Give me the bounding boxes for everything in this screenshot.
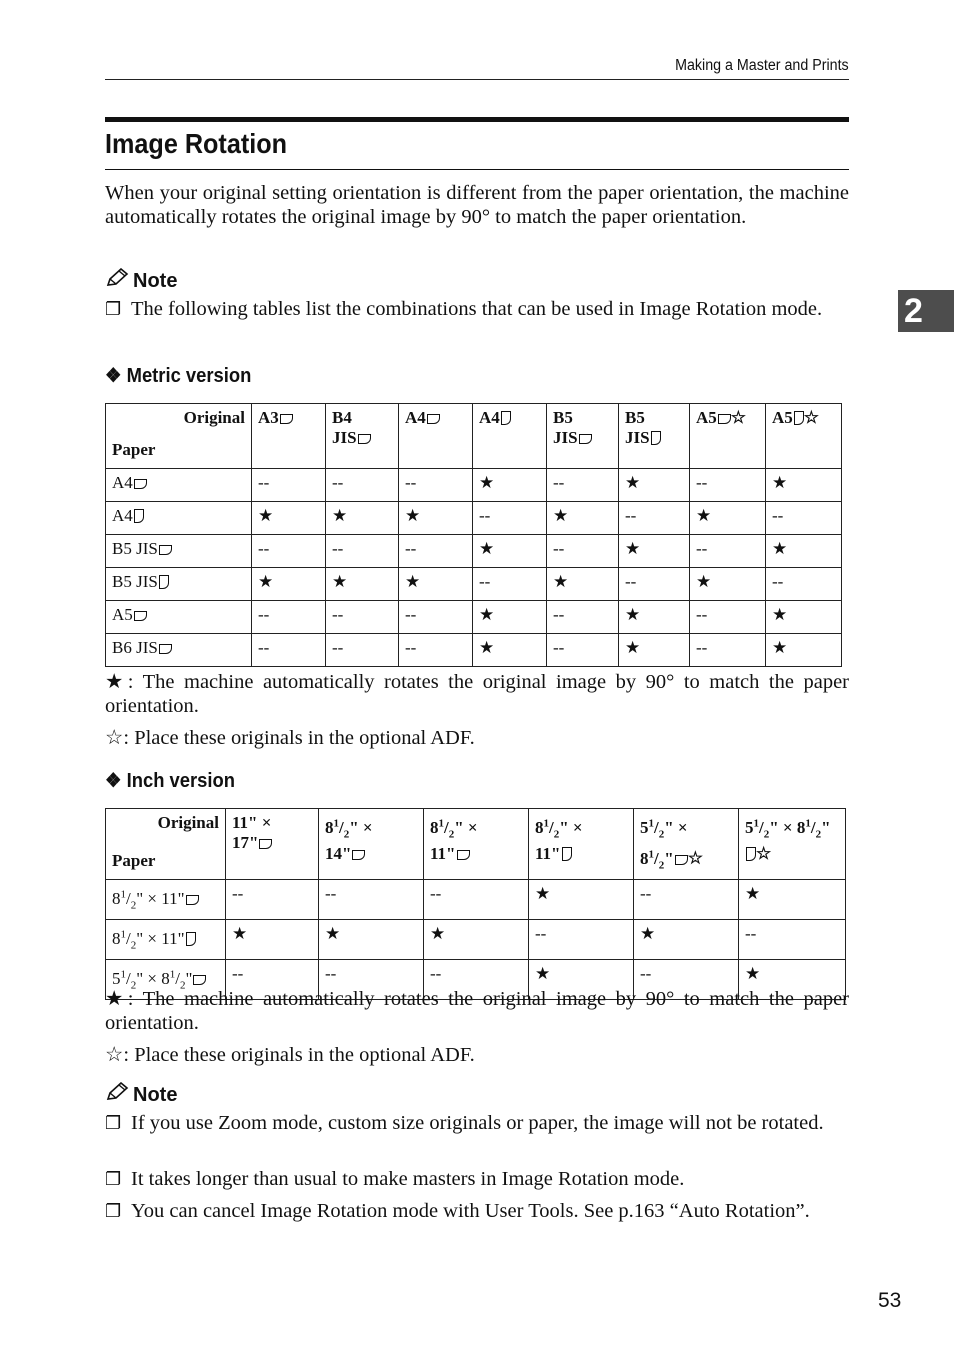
portrait-orientation-icon	[794, 411, 804, 425]
table-row	[106, 880, 846, 920]
not-applicable-cell: --	[690, 535, 766, 568]
column-header: B5 JIS	[547, 404, 619, 469]
table-row	[106, 535, 842, 568]
portrait-orientation-icon	[562, 847, 572, 861]
checkbox-bullet-icon: ❐	[105, 1201, 122, 1221]
corner-cell	[106, 404, 252, 469]
running-head: Making a Master and Prints	[675, 57, 849, 74]
checkbox-bullet-icon: ❐	[105, 1113, 122, 1133]
note-item	[105, 1111, 849, 1135]
column-header: A5 ☆	[766, 404, 842, 469]
rotation-supported-cell: ★	[619, 601, 690, 634]
rotation-supported-cell: ★	[619, 535, 690, 568]
rotation-supported-cell: ★	[326, 568, 399, 601]
column-header: $8^1/_2$" × 11"	[424, 809, 529, 880]
rotation-supported-cell: ★	[619, 469, 690, 502]
not-applicable-cell: --	[326, 601, 399, 634]
note-item-text: The following tables list the combinations that can be used in Image Rotation mode.	[131, 298, 823, 320]
not-applicable-cell: --	[319, 880, 424, 920]
not-applicable-cell: --	[424, 960, 529, 1000]
rotation-supported-cell: ★	[547, 502, 619, 535]
landscape-orientation-icon	[718, 414, 731, 424]
rotation-supported-cell: ★	[690, 568, 766, 601]
column-header: B5 JIS	[619, 404, 690, 469]
rotation-supported-cell: ★	[766, 601, 842, 634]
rotation-supported-cell: ★	[326, 502, 399, 535]
title-bar	[105, 117, 849, 122]
diamond-icon: ❖	[105, 365, 122, 387]
column-header: 11" × 17"	[226, 809, 319, 880]
checkbox-bullet-icon: ❐	[105, 1169, 122, 1189]
corner-cell	[106, 809, 226, 880]
column-header: $5^1/_2$" × $8^1/_2$" ☆	[739, 809, 846, 880]
column-header: $5^1/_2$" × $8^1/_2$" ☆	[634, 809, 739, 880]
not-applicable-cell: --	[619, 502, 690, 535]
portrait-orientation-icon	[746, 847, 756, 861]
rotation-supported-cell: ★	[739, 880, 846, 920]
column-header: B4 JIS	[326, 404, 399, 469]
page-title: Image Rotation	[105, 128, 288, 159]
note-label: Note	[133, 269, 178, 292]
note-heading-1	[105, 268, 177, 294]
portrait-orientation-icon	[159, 575, 169, 589]
row-label: A4	[106, 469, 252, 502]
rotation-supported-cell: ★	[690, 502, 766, 535]
metric-heading	[105, 363, 251, 388]
column-header: $8^1/_2$" × 14"	[319, 809, 424, 880]
table-row	[106, 568, 842, 601]
not-applicable-cell: --	[690, 469, 766, 502]
inch-table	[105, 808, 846, 1000]
title-rule	[105, 169, 849, 170]
row-label: $5^1/_2$" × $8^1/_2$"	[106, 960, 226, 1000]
not-applicable-cell: --	[529, 920, 634, 960]
metric-table	[105, 403, 842, 667]
not-applicable-cell: --	[619, 568, 690, 601]
inch-legend-star: ★: The machine automatically rotates the original image by 90° to match the paper orientation.	[105, 988, 849, 1034]
note-item-text: It takes longer than usual to make masters in Image Rotation mode.	[131, 1168, 685, 1190]
rotation-supported-cell: ★	[473, 535, 547, 568]
row-label: A4	[106, 502, 252, 535]
table-row	[106, 634, 842, 667]
metric-legend-adf: ☆: Place these originals in the optional ADF.	[105, 727, 475, 749]
landscape-orientation-icon	[134, 611, 147, 621]
inch-heading-text: Inch version	[126, 770, 236, 792]
landscape-orientation-icon	[134, 479, 147, 489]
not-applicable-cell: --	[252, 469, 326, 502]
chapter-tab: 2	[898, 290, 954, 332]
checkbox-bullet-icon: ❐	[105, 299, 122, 319]
not-applicable-cell: --	[766, 568, 842, 601]
note-heading-2	[105, 1082, 177, 1108]
not-applicable-cell: --	[547, 469, 619, 502]
rotation-supported-cell: ★	[529, 880, 634, 920]
rotation-supported-cell: ★	[766, 469, 842, 502]
row-label: $8^1/_2$" × 11"	[106, 920, 226, 960]
landscape-orientation-icon	[259, 839, 272, 849]
row-label: B6 JIS	[106, 634, 252, 667]
row-label: B5 JIS	[106, 568, 252, 601]
rotation-supported-cell: ★	[473, 601, 547, 634]
rotation-supported-cell: ★	[766, 535, 842, 568]
pencil-icon	[105, 268, 129, 294]
not-applicable-cell: --	[739, 920, 846, 960]
rotation-supported-cell: ★	[634, 920, 739, 960]
not-applicable-cell: --	[424, 880, 529, 920]
note-item-text: You can cancel Image Rotation mode with User Tools. See p.163 “Auto Rotation”.	[131, 1200, 810, 1222]
rotation-supported-cell: ★	[399, 568, 473, 601]
row-label: $8^1/_2$" × 11"	[106, 880, 226, 920]
metric-legend-star: ★: The machine automatically rotates the original image by 90° to match the paper orientation.	[105, 671, 849, 717]
corner-original-label: Original	[157, 813, 219, 832]
rotation-supported-cell: ★	[547, 568, 619, 601]
note-item	[105, 1167, 849, 1191]
table-row	[106, 601, 842, 634]
column-header: $8^1/_2$" × 11"	[529, 809, 634, 880]
not-applicable-cell: --	[547, 535, 619, 568]
rotation-supported-cell: ★	[319, 920, 424, 960]
not-applicable-cell: --	[252, 535, 326, 568]
row-label: A5	[106, 601, 252, 634]
not-applicable-cell: --	[399, 601, 473, 634]
landscape-orientation-icon	[675, 855, 688, 865]
landscape-orientation-icon	[280, 414, 293, 424]
table-row	[106, 920, 846, 960]
not-applicable-cell: --	[326, 634, 399, 667]
not-applicable-cell: --	[634, 960, 739, 1000]
table-row	[106, 469, 842, 502]
not-applicable-cell: --	[319, 960, 424, 1000]
rotation-supported-cell: ★	[252, 502, 326, 535]
portrait-orientation-icon	[186, 932, 196, 946]
landscape-orientation-icon	[186, 895, 199, 905]
not-applicable-cell: --	[252, 601, 326, 634]
portrait-orientation-icon	[501, 411, 511, 425]
note-item-text: If you use Zoom mode, custom size originals or paper, the image will not be rotated.	[131, 1112, 824, 1134]
corner-original-label: Original	[183, 408, 245, 427]
adf-mark-icon: ☆	[730, 408, 747, 427]
not-applicable-cell: --	[690, 634, 766, 667]
not-applicable-cell: --	[547, 601, 619, 634]
row-label: B5 JIS	[106, 535, 252, 568]
not-applicable-cell: --	[690, 601, 766, 634]
rotation-supported-cell: ★	[424, 920, 529, 960]
portrait-orientation-icon	[651, 431, 661, 445]
rotation-supported-cell: ★	[766, 634, 842, 667]
header-rule	[105, 79, 849, 80]
rotation-supported-cell: ★	[473, 469, 547, 502]
not-applicable-cell: --	[473, 502, 547, 535]
inch-legend-adf: ☆: Place these originals in the optional ADF.	[105, 1044, 475, 1066]
not-applicable-cell: --	[766, 502, 842, 535]
rotation-supported-cell: ★	[399, 502, 473, 535]
not-applicable-cell: --	[399, 634, 473, 667]
landscape-orientation-icon	[457, 850, 470, 860]
not-applicable-cell: --	[326, 535, 399, 568]
corner-paper-label: Paper	[112, 851, 156, 871]
landscape-orientation-icon	[159, 545, 172, 555]
not-applicable-cell: --	[547, 634, 619, 667]
adf-mark-icon: ☆	[803, 408, 820, 427]
inch-heading	[105, 768, 235, 793]
note-item	[105, 297, 849, 321]
portrait-orientation-icon	[134, 509, 144, 523]
rotation-supported-cell: ★	[529, 960, 634, 1000]
column-header: A3	[252, 404, 326, 469]
metric-heading-text: Metric version	[126, 365, 252, 387]
not-applicable-cell: --	[252, 634, 326, 667]
rotation-supported-cell: ★	[226, 920, 319, 960]
column-header: A4	[473, 404, 547, 469]
landscape-orientation-icon	[159, 644, 172, 654]
adf-mark-icon: ☆	[687, 848, 703, 868]
table-row	[106, 502, 842, 535]
landscape-orientation-icon	[193, 975, 206, 985]
not-applicable-cell: --	[399, 469, 473, 502]
table-header-row	[106, 404, 842, 469]
column-header: A5 ☆	[690, 404, 766, 469]
corner-paper-label: Paper	[112, 440, 156, 459]
landscape-orientation-icon	[579, 434, 592, 444]
landscape-orientation-icon	[352, 850, 365, 860]
table-header-row	[106, 809, 846, 880]
rotation-supported-cell: ★	[252, 568, 326, 601]
landscape-orientation-icon	[358, 434, 371, 444]
adf-mark-icon: ☆	[756, 844, 772, 864]
note-label: Note	[133, 1083, 178, 1106]
note-item	[105, 1199, 849, 1223]
not-applicable-cell: --	[326, 469, 399, 502]
not-applicable-cell: --	[226, 960, 319, 1000]
rotation-supported-cell: ★	[619, 634, 690, 667]
pencil-icon	[105, 1082, 129, 1108]
not-applicable-cell: --	[473, 568, 547, 601]
not-applicable-cell: --	[399, 535, 473, 568]
intro-paragraph: When your original setting orientation is different from the paper orientation, the machine automatically rotates the original image by 90° to match the paper orientation.	[105, 182, 849, 228]
rotation-supported-cell: ★	[739, 960, 846, 1000]
not-applicable-cell: --	[226, 880, 319, 920]
not-applicable-cell: --	[634, 880, 739, 920]
column-header: A4	[399, 404, 473, 469]
rotation-supported-cell: ★	[473, 634, 547, 667]
landscape-orientation-icon	[427, 414, 440, 424]
page-number: 53	[878, 1289, 902, 1312]
diamond-icon: ❖	[105, 770, 122, 792]
